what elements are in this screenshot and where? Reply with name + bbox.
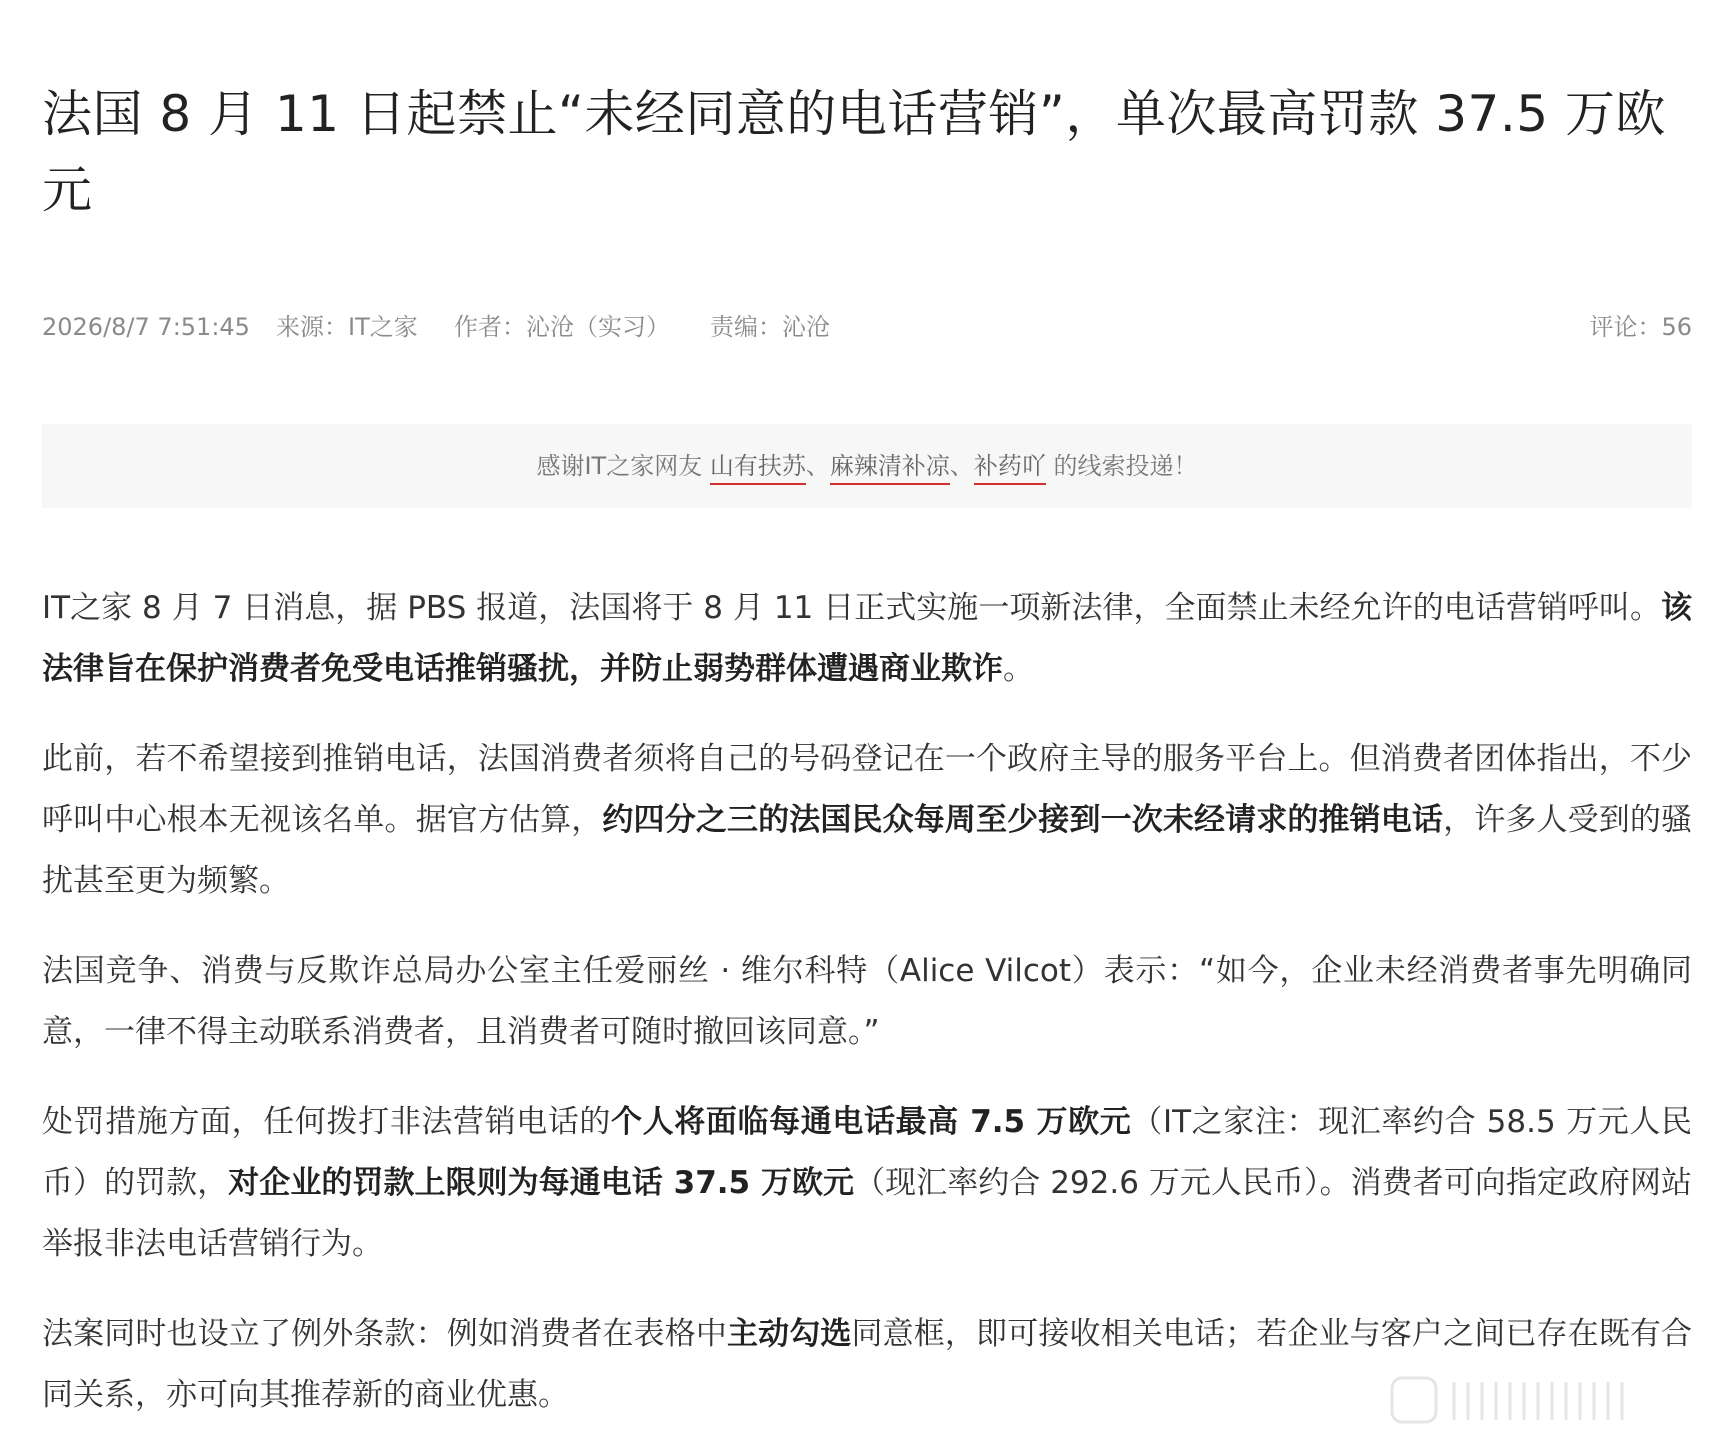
paragraph-emphasis: 约四分之三的法国民众每周至少接到一次未经请求的推销电话 (602, 802, 1444, 838)
paragraph-text: 。 (1003, 651, 1034, 687)
article-author: 作者：沁沧（实习） (454, 313, 670, 341)
paragraph (42, 1092, 1692, 1275)
article-body (42, 578, 1692, 1455)
paragraph-text: IT之家 8 月 7 日消息，据 PBS 报道，法国将于 8 月 11 日正式实施一项新法律，全面禁止未经允许的电话营销呼叫。 (42, 590, 1661, 626)
thanks-banner (42, 424, 1692, 508)
contributor-link-3[interactable]: 补药吖 (974, 452, 1046, 485)
paragraph (42, 578, 1692, 700)
paragraph-text: （现汇率约合 292.6 万元人民币）。消费者可向指定政府网站举报非法电话营销行为。 (42, 1165, 1693, 1262)
article-meta (42, 310, 1692, 344)
contributor-link-1[interactable]: 山有扶苏 (710, 452, 806, 485)
contributor-link-2[interactable]: 麻辣清补凉 (830, 452, 950, 485)
paragraph-text: ，许多人受到的骚扰甚至更为频繁。 (42, 802, 1693, 899)
paragraph-text: 此前，若不希望接到推销电话，法国消费者须将自己的号码登记在一个政府主导的服务平台上。但消费者团体指出，不少呼叫中心根本无视该名单。据官方估算， (42, 741, 1692, 838)
paragraph-emphasis: 该法律旨在保护消费者免受电话推销骚扰，并防止弱势群体遭遇商业欺诈 (42, 590, 1692, 687)
contributor-separator: 、 (805, 452, 830, 480)
paragraph-text: 同意框，即可接收相关电话；若企业与客户之间已存在既有合同关系，亦可向其推荐新的商业优惠。 (42, 1316, 1693, 1413)
paragraph-emphasis: 个人将面临每通电话最高 7.5 万欧元 (611, 1104, 1132, 1140)
paragraph (42, 941, 1692, 1063)
watermark-logo (1390, 1374, 1650, 1426)
thanks-suffix: 的线索投递！ (1045, 452, 1198, 480)
paragraph-text: 处罚措施方面，任何拨打非法营销电话的 (42, 1104, 612, 1140)
comment-count-link[interactable]: 评论：56 (1589, 313, 1692, 341)
article (42, 0, 1693, 1413)
thanks-prefix: 感谢IT之家网友 (536, 452, 710, 480)
paragraph-text: （IT之家注：现汇率约合 58.5 万元人民币）的罚款， (42, 1104, 1693, 1201)
publish-datetime: 2026/8/7 7:51:45 (42, 313, 250, 341)
paragraph (42, 729, 1692, 912)
article-title: 法国 8 月 11 日起禁止“未经同意的电话营销”，单次最高罚款 37.5 万欧元 (42, 85, 1666, 219)
paragraph-text: 法案同时也设立了例外条款：例如消费者在表格中 (42, 1316, 727, 1352)
contributor-separator: 、 (949, 452, 974, 480)
article-source[interactable]: 来源：IT之家 (276, 313, 418, 341)
paragraph-text: 法国竞争、消费与反欺诈总局办公室主任爱丽丝 · 维尔科特（Alice Vilcot）表示：“如今，企业未经消费者事先明确同意，一律不得主动联系消费者，且消费者可随时撤回该同意。” (42, 953, 1692, 1050)
article-editor: 责编：沁沧 (710, 313, 830, 341)
paragraph-emphasis: 对企业的罚款上限则为每通电话 37.5 万欧元 (228, 1165, 855, 1201)
paragraph-emphasis: 主动勾选 (726, 1316, 852, 1352)
